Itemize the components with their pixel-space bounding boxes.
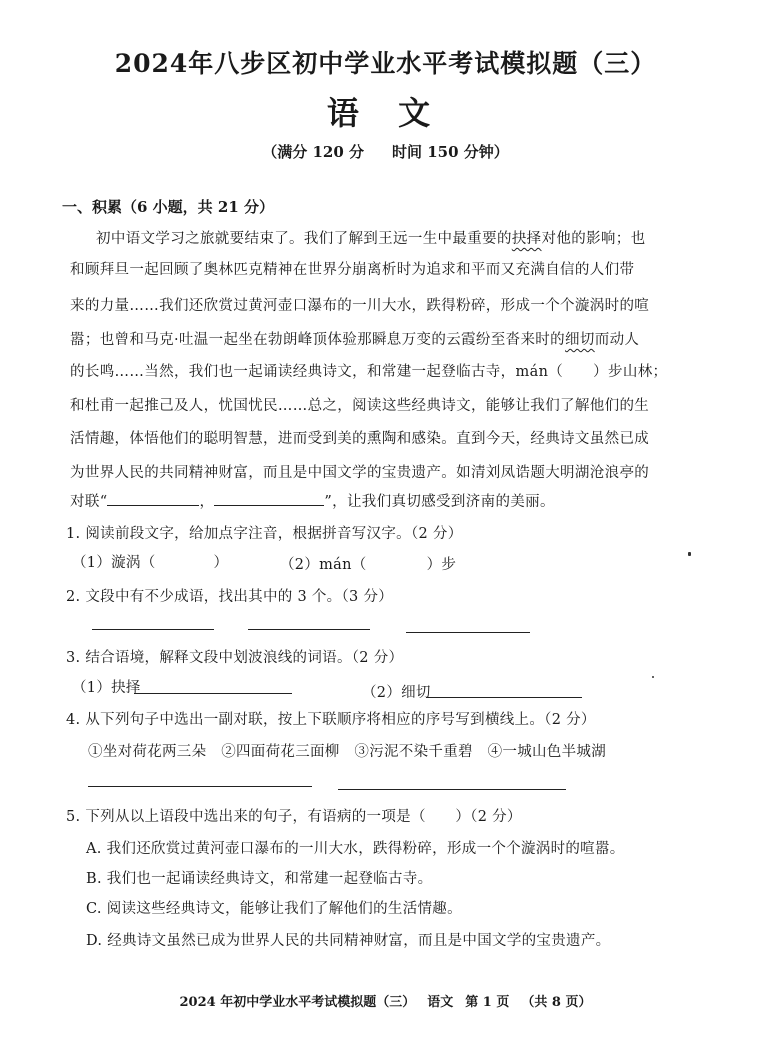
answer-line[interactable] bbox=[406, 632, 530, 633]
footer-exam: 2024 年初中学业水平考试模拟题（三） bbox=[179, 995, 416, 1010]
passage-line-2: 和顾拜旦一起回顾了奥林匹克精神在世界分崩离析时为追求和平而又充满自信的人们带 bbox=[70, 262, 635, 278]
question-5-option-a[interactable]: A. 我们还欣赏过黄河壶口瀑布的一川大水，跌得粉碎，形成一个个漩涡时的喧嚣。 bbox=[86, 841, 625, 857]
question-3: 3. 结合语境，解释文段中划波浪线的词语。（2 分） bbox=[66, 650, 404, 666]
passage-text: ）步山林； bbox=[593, 364, 668, 380]
couplet-blank-1[interactable] bbox=[107, 491, 199, 506]
passage-line-8: 为世界人民的共同精神财富，而且是中国文学的宝贵遗产。如清刘凤诰题大明湖沧浪亭的 bbox=[70, 465, 650, 481]
section-heading: 一、积累（6 小题，共 21 分） bbox=[62, 198, 274, 216]
answer-line[interactable] bbox=[338, 789, 566, 790]
passage-text: 的长鸣……当然，我们也一起诵读经典诗文，和常建一起登临古寺，mán（ bbox=[70, 364, 564, 380]
q1-part2-label: （2）mán（ bbox=[280, 557, 367, 573]
answer-line[interactable] bbox=[248, 629, 370, 630]
q1-part2-end: ）步 bbox=[426, 557, 457, 573]
question-1: 1. 阅读前段文字，给加点字注音，根据拼音写汉字。（2 分） bbox=[66, 526, 463, 542]
question-5-option-d[interactable]: D. 经典诗文虽然已成为世界人民的共同精神财富，而且是中国文学的宝贵遗产。 bbox=[86, 933, 611, 949]
passage-text: 对他的影响；也 bbox=[541, 231, 646, 247]
answer-line[interactable] bbox=[88, 786, 312, 787]
passage-line-9 bbox=[70, 490, 555, 511]
passage-line-6: 和杜甫一起推己及人，忧国忧民……总之，阅读这些经典诗文，能够让我们了解他们的生 bbox=[70, 398, 650, 414]
time-limit: 时间 150 分钟） bbox=[392, 143, 509, 161]
question-1-part-1 bbox=[72, 551, 228, 572]
footer-total: （共 8 页） bbox=[521, 995, 592, 1010]
q1-part1-end: ） bbox=[213, 555, 229, 571]
passage-text: 来的力量……我们还欣赏过黄河壶口瀑布的一川大水，跌得粉碎，形成一个个 bbox=[70, 298, 575, 314]
dotted-word-xuanwo: 漩涡 bbox=[574, 298, 605, 314]
passage-line-1 bbox=[96, 227, 645, 248]
footer-subject: 语文 bbox=[427, 995, 454, 1010]
subject-title: 语 文 bbox=[326, 94, 445, 132]
couplet-blank-2[interactable] bbox=[214, 491, 324, 506]
scan-speck bbox=[688, 552, 691, 556]
wavy-word-xiqie: 细切 bbox=[565, 332, 595, 348]
question-4-options: ①坐对荷花两三朵 ②四面荷花三面柳 ③污泥不染千重碧 ④一城山色半城湖 bbox=[88, 744, 606, 760]
passage-text: ”，让我们真切感受到济南的美丽。 bbox=[324, 494, 555, 510]
question-5-option-b[interactable]: B. 我们也一起诵读经典诗文，和常建一起登临古寺。 bbox=[86, 871, 433, 887]
passage-text: 时的喧 bbox=[604, 298, 650, 314]
question-1-part-2 bbox=[280, 553, 456, 574]
passage-line-4 bbox=[70, 328, 639, 349]
passage-text: ， bbox=[199, 494, 215, 510]
q1-part1-label: （1）漩涡（ bbox=[72, 555, 156, 571]
footer-page: 第 1 页 bbox=[465, 995, 510, 1010]
page-footer bbox=[0, 991, 771, 1010]
question-2: 2. 文段中有不少成语，找出其中的 3 个。（3 分） bbox=[66, 589, 394, 605]
passage-line-3 bbox=[70, 294, 649, 315]
answer-line[interactable] bbox=[426, 697, 582, 698]
passage-text: 嚣；也曾和马克·吐温一起坐在勃朗峰顶体验那瞬息万变的云霞纷至沓来时的 bbox=[70, 332, 566, 348]
answer-line[interactable] bbox=[134, 693, 292, 694]
question-3-part-2: （2）细切 bbox=[362, 685, 431, 701]
score-time-line bbox=[0, 141, 771, 162]
passage-line-7: 活情趣，体悟他们的聪明智慧，进而受到美的熏陶和感染。直到今天，经典诗文虽然已成 bbox=[70, 431, 650, 447]
question-4: 4. 从下列句子中选出一副对联，按上下联顺序将相应的序号写到横线上。（2 分） bbox=[66, 712, 596, 728]
passage-text: 对联“ bbox=[70, 494, 108, 510]
passage-text: 而动人 bbox=[594, 332, 640, 348]
passage-text: 初中语文学习之旅就要结束了。我们了解到王远一生中最重要的 bbox=[96, 231, 512, 247]
question-3-part-1: （1）抉择 bbox=[72, 680, 141, 696]
question-5: 5. 下列从以上语段中选出来的句子，有语病的一项是（ ）（2 分） bbox=[66, 809, 522, 825]
scan-speck bbox=[652, 676, 654, 678]
full-score: （满分 120 分 bbox=[262, 143, 364, 161]
answer-line[interactable] bbox=[92, 629, 214, 630]
passage-line-5 bbox=[70, 360, 667, 381]
question-5-option-c[interactable]: C. 阅读这些经典诗文，能够让我们了解他们的生活情趣。 bbox=[86, 901, 462, 917]
exam-title: 2024年八步区初中学业水平考试模拟题（三） bbox=[114, 49, 657, 78]
wavy-word-jueze: 抉择 bbox=[511, 231, 542, 247]
